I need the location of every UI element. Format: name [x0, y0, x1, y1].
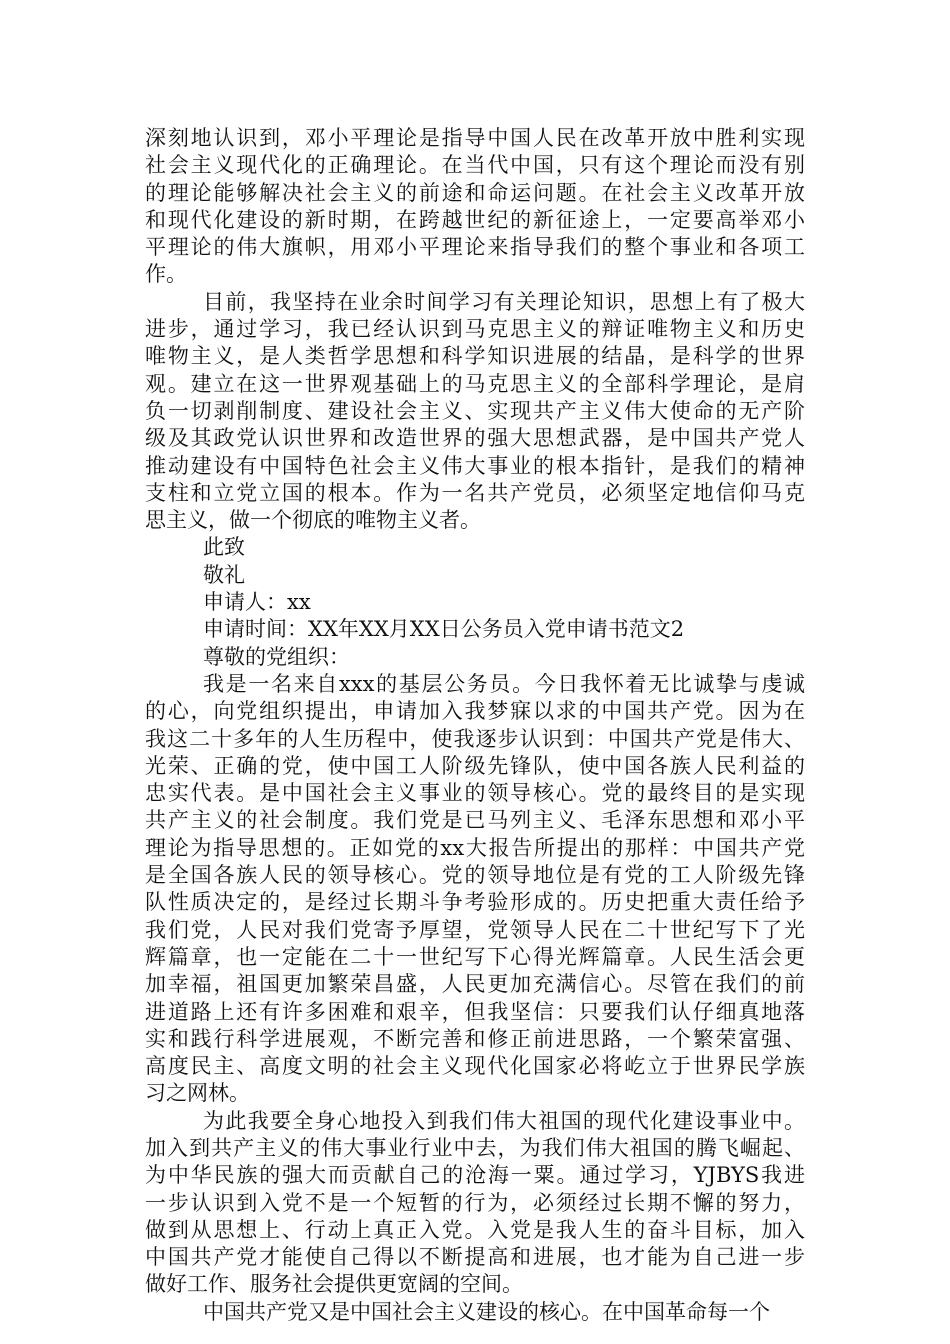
- text-line: 思主义，做一个彻底的唯物主义者。: [145, 508, 481, 533]
- text-line: 实和践行科学进展观，不断完善和修正前进思路，一个繁荣富强、: [145, 1026, 805, 1051]
- text-line: 唯物主义，是人类哲学思想和科学知识进展的结晶，是科学的世界: [145, 344, 805, 369]
- paragraph-p4: [145, 562, 805, 589]
- text-line: 辉篇章，也一定能在二十一世纪写下心得光辉篇章。人民生活会更: [145, 944, 805, 969]
- text-line: 进步，通过学习，我已经认识到马克思主义的辩证唯物主义和历史: [145, 317, 805, 342]
- text-line: 为中华民族的强大而贡献自己的沧海一粟。通过学习，YJBYS我进: [145, 1163, 805, 1188]
- text-line: 和现代化建设的新时期，在跨越世纪的新征途上，一定要高举邓小: [145, 207, 805, 232]
- text-line: 的心，向党组织提出，申请加入我梦寐以求的中国共产党。因为在: [145, 699, 805, 724]
- paragraph-p8: [145, 671, 805, 1108]
- text-line: 申请人：xx: [203, 590, 311, 615]
- text-line: 推动建设有中国特色社会主义伟大事业的根本指针，是我们的精神: [145, 453, 805, 478]
- text-line: 目前，我坚持在业余时间学习有关理论知识，思想上有了极大: [203, 289, 805, 314]
- paragraph-p7: [145, 644, 805, 671]
- document-page: [145, 125, 805, 1326]
- text-line: 平理论的伟大旗帜，用邓小平理论来指导我们的整个事业和各项工: [145, 235, 805, 260]
- text-line: 的理论能够解决社会主义的前途和命运问题。在社会主义改革开放: [145, 180, 805, 205]
- text-line: 我是一名来自xxx的基层公务员。今日我怀着无比诚挚与虔诚: [203, 671, 805, 696]
- text-line: 中国共产党才能使自己得以不断提高和进展，也才能为自己进一步: [145, 1245, 805, 1270]
- text-line: 一步认识到入党不是一个短暂的行为，必须经过长期不懈的努力，: [145, 1190, 805, 1215]
- text-line: 中国共产党又是中国社会主义建设的核心。在中国革命每一个: [203, 1299, 770, 1324]
- text-line: 作。: [145, 262, 187, 287]
- text-line: 申请时间：XX年XX月XX日公务员入党申请书范文2: [203, 617, 685, 642]
- text-line: 做到从思想上、行动上真正入党。入党是我人生的奋斗目标，加入: [145, 1217, 805, 1242]
- text-line: 观。建立在这一世界观基础上的马克思主义的全部科学理论，是肩: [145, 371, 805, 396]
- paragraph-p2: [145, 289, 805, 535]
- text-line: 做好工作、服务社会提供更宽阔的空间。: [145, 1272, 523, 1297]
- text-line: 队性质决定的，是经过长期斗争考验形成的。历史把重大责任给予: [145, 890, 805, 915]
- text-line: 深刻地认识到，邓小平理论是指导中国人民在改革开放中胜利实现: [145, 126, 805, 150]
- text-line: 忠实代表。是中国社会主义事业的领导核心。党的最终目的是实现: [145, 781, 805, 806]
- text-line: 尊敬的党组织：: [203, 644, 350, 669]
- text-line: 此致: [203, 535, 245, 560]
- text-line: 我这二十多年的人生历程中，使我逐步认识到：中国共产党是伟大、: [145, 726, 805, 751]
- text-line: 习之网林。: [145, 1081, 250, 1106]
- text-line: 敬礼: [203, 562, 245, 587]
- text-line: 高度民主、高度文明的社会主义现代化国家必将屹立于世界民学族: [145, 1054, 805, 1079]
- text-line: 为此我要全身心地投入到我们伟大祖国的现代化建设事业中。: [203, 1108, 805, 1133]
- paragraph-p3: [145, 534, 805, 561]
- text-line: 负一切剥削制度、建设社会主义、实现共产主义伟大使命的无产阶: [145, 398, 805, 423]
- text-line: 级及其政党认识世界和改造世界的强大思想武器，是中国共产党人: [145, 426, 805, 451]
- text-line: 理论为指导思想的。正如党的xx大报告所提出的那样：中国共产党: [145, 835, 805, 860]
- text-line: 加入到共产主义的伟大事业行业中去，为我们伟大祖国的腾飞崛起、: [145, 1135, 805, 1160]
- text-line: 我们党，人民对我们党寄予厚望，党领导人民在二十世纪写下了光: [145, 917, 805, 942]
- paragraph-p9: [145, 1108, 805, 1299]
- text-line: 进道路上还有许多困难和艰辛，但我坚信：只要我们认仔细真地落: [145, 999, 805, 1024]
- text-line: 加幸福，祖国更加繁荣昌盛，人民更加充满信心。尽管在我们的前: [145, 972, 805, 997]
- text-line: 光荣、正确的党，使中国工人阶级先锋队，使中国各族人民利益的: [145, 753, 805, 778]
- text-line: 共产主义的社会制度。我们党是已马列主义、毛泽东思想和邓小平: [145, 808, 805, 833]
- text-line: 社会主义现代化的正确理论。在当代中国，只有这个理论而没有别: [145, 153, 805, 178]
- text-line: 支柱和立党立国的根本。作为一名共产党员，必须坚定地信仰马克: [145, 480, 805, 505]
- paragraph-p5: [145, 589, 805, 616]
- paragraph-p6: [145, 616, 805, 643]
- paragraph-p1: [145, 125, 805, 289]
- text-line: 是全国各族人民的领导核心。党的领导地位是有党的工人阶级先锋: [145, 863, 805, 888]
- paragraph-p10: [145, 1299, 805, 1326]
